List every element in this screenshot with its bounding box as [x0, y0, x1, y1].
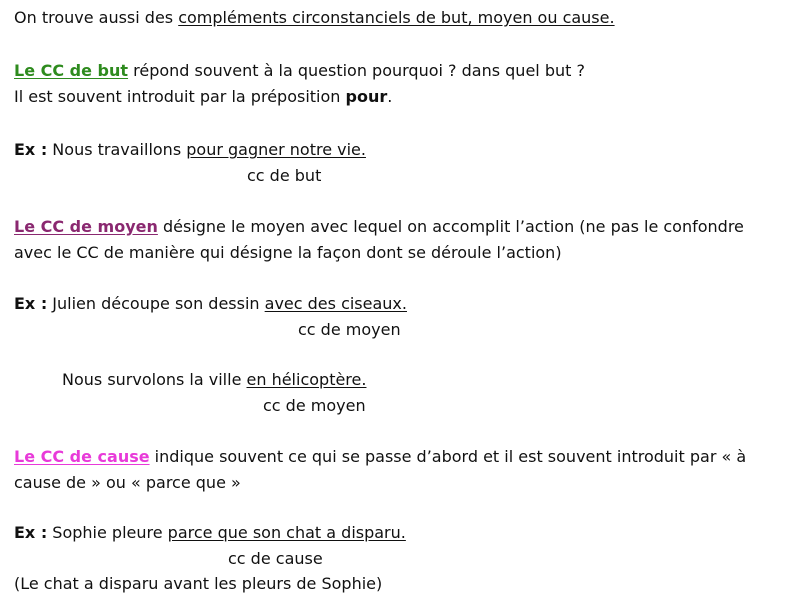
moyen-example1-line — [14, 294, 407, 314]
but-line2-bold: pour — [345, 87, 388, 106]
intro-underlined: compléments circonstanciels de but, moyen ou cause. — [178, 8, 615, 27]
but-title: Le CC de but — [14, 61, 129, 80]
cause-ex-text: Sophie pleure — [47, 523, 168, 542]
but-ex-underlined: pour gagner notre vie. — [186, 140, 366, 159]
cause-line2: cause de » ou « parce que » — [14, 473, 241, 492]
cause-ex-caption: cc de cause — [228, 549, 323, 568]
moyen-ex2-text: Nous survolons la ville — [62, 370, 247, 389]
cause-ex-label: Ex : — [14, 523, 48, 542]
moyen-desc: désigne le moyen avec lequel on accomplit l’action (ne pas le confondre — [157, 217, 744, 236]
cause-title: Le CC de cause — [14, 447, 150, 466]
cause-ex-underlined: parce que son chat a disparu. — [167, 523, 406, 542]
but-example-line — [14, 140, 366, 160]
moyen-line2: avec le CC de manière qui désigne la façon dont se déroule l’action) — [14, 243, 562, 262]
but-preposition-line — [14, 87, 392, 107]
moyen-ex1-underlined: avec des ciseaux. — [264, 294, 407, 313]
intro-prefix: On trouve aussi des — [14, 8, 179, 27]
intro-line — [14, 8, 615, 28]
moyen-ex1-text: Julien découpe son dessin — [47, 294, 265, 313]
moyen-ex1-caption: cc de moyen — [298, 320, 401, 339]
but-ex-text: Nous travaillons — [47, 140, 187, 159]
cause-example-line — [14, 523, 406, 543]
cause-note: (Le chat a disparu avant les pleurs de Sophie) — [14, 574, 383, 593]
moyen-ex2-underlined: en hélicoptère. — [246, 370, 367, 389]
but-ex-caption: cc de but — [247, 166, 322, 185]
but-line2-suffix: . — [387, 87, 393, 106]
moyen-title: Le CC de moyen — [14, 217, 158, 236]
moyen-example2-line — [62, 370, 366, 390]
moyen-definition-line — [14, 217, 744, 237]
but-definition-line — [14, 61, 585, 81]
cause-desc: indique souvent ce qui se passe d’abord et il est souvent introduit par « à — [149, 447, 747, 466]
but-ex-label: Ex : — [14, 140, 48, 159]
moyen-ex2-caption: cc de moyen — [263, 396, 366, 415]
cause-definition-line — [14, 447, 746, 467]
moyen-ex-label: Ex : — [14, 294, 48, 313]
but-line2-prefix: Il est souvent introduit par la préposition — [14, 87, 346, 106]
but-desc: répond souvent à la question pourquoi ? dans quel but ? — [128, 61, 585, 80]
